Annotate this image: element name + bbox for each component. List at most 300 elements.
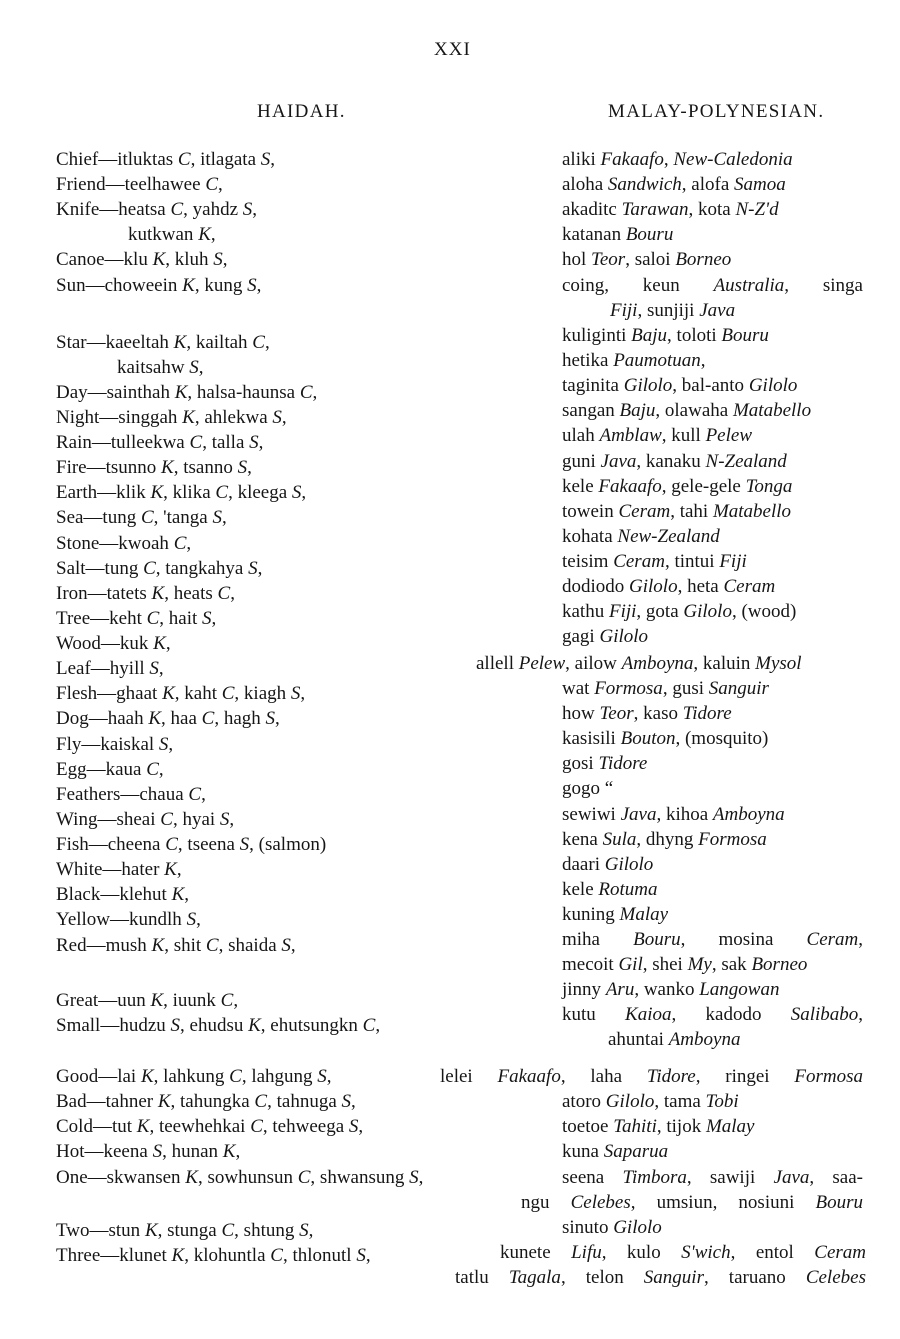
- entry-text: , hunan: [162, 1141, 223, 1162]
- entry-text: Rain—tulleekwa: [56, 432, 190, 453]
- place-name: Tagala: [508, 1267, 561, 1288]
- left-entry-line: [56, 1065, 332, 1089]
- source-abbrev: K: [222, 1141, 236, 1162]
- entry-text: ,: [229, 809, 235, 830]
- place-name: Fakaafo: [598, 476, 662, 497]
- entry-text: ,: [312, 382, 318, 403]
- entry-text: , iuunk: [163, 990, 221, 1011]
- left-entry-line: [56, 989, 238, 1013]
- place-name: Java: [699, 300, 736, 321]
- entry-text: Fire—tsunno: [56, 457, 162, 478]
- entry-text: , kanaku: [636, 451, 706, 472]
- entry-text: , entol: [730, 1242, 815, 1263]
- entry-text: ,: [256, 275, 262, 296]
- source-abbrev: K: [198, 224, 211, 245]
- entry-text: kutu: [562, 1004, 626, 1025]
- source-abbrev: C: [177, 149, 191, 170]
- source-abbrev: S: [290, 683, 301, 704]
- entry-text: , ahlekwa: [194, 407, 273, 428]
- entry-text: ,: [418, 1167, 424, 1188]
- right-entry-line: [562, 777, 613, 801]
- right-entry-line: [521, 1191, 863, 1215]
- left-entry-line: [56, 1166, 423, 1190]
- left-entry-line: [56, 506, 227, 530]
- right-entry-line: [562, 978, 779, 1002]
- entry-text: ,: [275, 708, 280, 729]
- entry-text: kuliginti: [562, 325, 632, 346]
- entry-text: Egg—kaua: [56, 759, 147, 780]
- left-entry-line: [56, 607, 216, 631]
- entry-text: , ehudsu: [180, 1015, 249, 1036]
- place-name: Lifu: [571, 1242, 602, 1263]
- entry-text: ahuntai: [608, 1029, 669, 1050]
- place-name: Ceram: [814, 1242, 867, 1263]
- source-abbrev: K: [171, 1245, 185, 1266]
- source-abbrev: S: [260, 149, 271, 170]
- entry-text: ,: [218, 174, 223, 195]
- entry-text: , gele-gele: [661, 476, 746, 497]
- left-entry-line: [56, 148, 275, 172]
- entry-text: kena: [562, 829, 603, 850]
- left-entry-line: [56, 1244, 371, 1268]
- place-name: Gilolo: [629, 576, 678, 597]
- source-abbrev: S: [341, 1091, 352, 1112]
- entry-text: Iron—tatets: [56, 583, 152, 604]
- right-entry-line: [562, 198, 779, 222]
- source-abbrev: K: [152, 249, 166, 270]
- entry-text: , kull: [661, 425, 706, 446]
- place-name: Mysol: [755, 653, 802, 674]
- entry-text: , 'tanga: [153, 507, 213, 528]
- entry-text: ,: [222, 249, 228, 270]
- right-entry-line: [562, 1003, 863, 1027]
- entry-text: , saloi: [625, 249, 676, 270]
- right-entry-line: [562, 878, 658, 902]
- place-name: Paumotuan: [613, 350, 701, 371]
- entry-text: ,: [211, 608, 217, 629]
- entry-text: , tahungka: [170, 1091, 255, 1112]
- left-entry-line: [117, 356, 204, 380]
- entry-text: Earth—klik: [56, 482, 151, 503]
- source-abbrev: K: [182, 275, 195, 296]
- place-name: New-Zealand: [617, 526, 720, 547]
- place-name: Java: [620, 804, 657, 825]
- right-entry-line: [562, 1166, 863, 1190]
- entry-text: sinuto: [562, 1217, 614, 1238]
- place-name: Fiji: [608, 601, 637, 622]
- place-name: Ceram: [618, 501, 671, 522]
- entry-text: ,: [301, 482, 307, 503]
- entry-text: , kailtah: [186, 332, 253, 353]
- right-entry-line: [562, 399, 811, 423]
- source-abbrev: K: [164, 859, 177, 880]
- source-abbrev: C: [297, 1167, 311, 1188]
- place-name: Fiji: [610, 300, 638, 321]
- place-name: Tahiti: [613, 1116, 657, 1137]
- left-entry-line: [56, 808, 234, 832]
- place-name: Baju: [619, 400, 656, 421]
- source-abbrev: C: [189, 432, 203, 453]
- entry-text: , tseena: [177, 834, 240, 855]
- entry-text: ,: [308, 1220, 314, 1241]
- entry-text: One—skwansen: [56, 1167, 186, 1188]
- entry-text: allell: [476, 653, 519, 674]
- place-name: Tobi: [705, 1091, 739, 1112]
- place-name: Formosa: [794, 1066, 864, 1087]
- right-entry-line: [562, 248, 731, 272]
- place-name: New-Caledonia: [673, 149, 793, 170]
- right-entry-line: [562, 424, 752, 448]
- right-entry-line: [562, 953, 807, 977]
- entry-text: aliki: [562, 149, 601, 170]
- place-name: Ceram: [723, 576, 776, 597]
- entry-text: Good—lai: [56, 1066, 141, 1087]
- source-abbrev: S: [189, 357, 199, 378]
- place-name: Formosa: [594, 678, 663, 699]
- entry-text: miha: [562, 929, 634, 950]
- place-name: Langowan: [699, 979, 780, 1000]
- entry-text: , hait: [159, 608, 203, 629]
- source-abbrev: C: [252, 332, 265, 353]
- source-abbrev: S: [299, 1220, 309, 1241]
- left-entry-line: [56, 783, 206, 807]
- entry-text: Bad—tahner: [56, 1091, 158, 1112]
- place-name: Gilolo: [613, 1217, 662, 1238]
- entry-text: ,: [270, 149, 276, 170]
- right-entry-line: [562, 274, 863, 298]
- left-entry-line: [56, 331, 270, 355]
- entry-text: kutkwan: [128, 224, 199, 245]
- entry-text: Friend—teelhawee: [56, 174, 206, 195]
- entry-text: aloha: [562, 174, 608, 195]
- source-abbrev: K: [136, 1116, 150, 1137]
- source-abbrev: S: [249, 432, 259, 453]
- entry-text: gosi: [562, 753, 599, 774]
- entry-text: kohata: [562, 526, 618, 547]
- place-name: Gilolo: [623, 375, 673, 396]
- entry-text: , klika: [163, 482, 216, 503]
- entry-text: Leaf—hyill: [56, 658, 150, 679]
- entry-text: Sun—choweein: [56, 275, 183, 296]
- source-abbrev: C: [220, 990, 234, 1011]
- entry-text: , heats: [164, 583, 218, 604]
- place-name: Malay: [619, 904, 669, 925]
- entry-text: ,: [168, 734, 174, 755]
- source-abbrev: S: [317, 1066, 327, 1087]
- right-entry-line: [562, 752, 647, 776]
- place-name: Tidore: [682, 703, 732, 724]
- source-abbrev: C: [173, 533, 187, 554]
- place-name: Tidore: [646, 1066, 696, 1087]
- left-entry-line: [56, 431, 263, 455]
- source-abbrev: S: [149, 658, 159, 679]
- source-abbrev: C: [250, 1116, 263, 1137]
- place-name: Gilolo: [605, 1091, 655, 1112]
- right-entry-line: [562, 1216, 662, 1240]
- source-abbrev: C: [221, 1220, 235, 1241]
- place-name: Amboyna: [621, 653, 694, 674]
- right-entry-line: [562, 600, 796, 624]
- entry-text: Salt—tung: [56, 558, 144, 579]
- place-name: Sanguir: [643, 1267, 704, 1288]
- entry-text: ,: [235, 1141, 241, 1162]
- left-entry-line: [56, 406, 287, 430]
- entry-text: Yellow—kundlh: [56, 909, 187, 930]
- entry-text: , tehweega: [262, 1116, 349, 1137]
- place-name: Java: [600, 451, 637, 472]
- left-entry-line: [56, 557, 262, 581]
- entry-text: Black—klehut: [56, 884, 172, 905]
- right-entry-line: [562, 853, 653, 877]
- source-abbrev: C: [140, 507, 154, 528]
- place-name: Celebes: [570, 1192, 631, 1213]
- place-name: Samoa: [734, 174, 786, 195]
- entry-text: ,: [201, 784, 206, 805]
- place-name: Fiji: [719, 551, 747, 572]
- entry-text: , toloti: [667, 325, 722, 346]
- source-abbrev: K: [248, 1015, 261, 1036]
- entry-text: taginita: [562, 375, 624, 396]
- entry-text: , ringei: [695, 1066, 795, 1087]
- source-abbrev: S: [348, 1116, 359, 1137]
- place-name: S'wich: [681, 1242, 731, 1263]
- entry-text: kunete: [500, 1242, 572, 1263]
- entry-text: wat: [562, 678, 595, 699]
- left-entry-line: [56, 274, 261, 298]
- source-abbrev: S: [247, 275, 257, 296]
- source-abbrev: C: [205, 174, 218, 195]
- place-name: Fakaafo: [600, 149, 664, 170]
- place-name: Malay: [705, 1116, 755, 1137]
- entry-text: , kaso: [633, 703, 683, 724]
- place-name: Tarawan: [621, 199, 689, 220]
- entry-text: Feathers—chaua: [56, 784, 189, 805]
- left-entry-line: [56, 456, 252, 480]
- right-entry-line: [562, 223, 673, 247]
- entry-text: , hagh: [214, 708, 266, 729]
- entry-text: , tintui: [664, 551, 720, 572]
- source-abbrev: S: [291, 482, 302, 503]
- source-abbrev: C: [215, 482, 229, 503]
- entry-text: kaitsahw: [117, 357, 190, 378]
- entry-text: , alofa: [681, 174, 735, 195]
- entry-text: Stone—kwoah: [56, 533, 174, 554]
- entry-text: kuning: [562, 904, 620, 925]
- source-abbrev: S: [202, 608, 212, 629]
- source-abbrev: C: [205, 935, 219, 956]
- right-entry-line: [562, 575, 775, 599]
- entry-text: , kaht: [174, 683, 222, 704]
- left-entry-line: [56, 707, 280, 731]
- source-abbrev: C: [217, 583, 231, 604]
- entry-text: , laha: [560, 1066, 647, 1087]
- place-name: Australia: [713, 275, 785, 296]
- entry-text: White—hater: [56, 859, 165, 880]
- source-abbrev: K: [182, 407, 195, 428]
- place-name: Sanguir: [708, 678, 769, 699]
- source-abbrev: K: [150, 482, 164, 503]
- right-entry-line: [562, 500, 791, 524]
- left-entry-line: [56, 1140, 240, 1164]
- entry-text: , tahi: [670, 501, 713, 522]
- place-name: Kaioa: [625, 1004, 672, 1025]
- place-name: Amblaw: [599, 425, 662, 446]
- entry-text: coing, keun: [562, 275, 714, 296]
- entry-text: , umsiun, nosiuni: [630, 1192, 816, 1213]
- source-abbrev: C: [299, 382, 313, 403]
- right-entry-line: [562, 550, 747, 574]
- place-name: Sula: [602, 829, 637, 850]
- entry-text: ,: [365, 1245, 371, 1266]
- entry-text: Canoe—klu: [56, 249, 153, 270]
- right-entry-line: [562, 324, 769, 348]
- entry-text: , sunjiji: [637, 300, 700, 321]
- right-entry-line: [562, 1115, 755, 1139]
- place-name: Bouton: [620, 728, 676, 749]
- place-name: Teor: [591, 249, 626, 270]
- entry-text: Fish—cheena: [56, 834, 166, 855]
- place-name: Teor: [599, 703, 634, 724]
- entry-text: , shtung: [234, 1220, 300, 1241]
- source-abbrev: C: [201, 708, 215, 729]
- entry-text: ,: [351, 1091, 356, 1112]
- entry-text: ngu: [521, 1192, 571, 1213]
- left-entry-line: [56, 1115, 363, 1139]
- entry-text: guni: [562, 451, 601, 472]
- left-entry-line: [56, 532, 191, 556]
- entry-text: sewiwi: [562, 804, 621, 825]
- left-entry-line: [56, 908, 201, 932]
- entry-text: , sowhunsun: [197, 1167, 298, 1188]
- source-abbrev: C: [229, 1066, 242, 1087]
- place-name: Matabello: [732, 400, 812, 421]
- left-entry-line: [56, 758, 164, 782]
- entry-text: , mosina: [680, 929, 807, 950]
- right-entry-line: [562, 828, 767, 852]
- entry-text: Fly—kaiskal: [56, 734, 159, 755]
- entry-text: , taruano: [703, 1267, 806, 1288]
- entry-text: , tahnuga: [267, 1091, 342, 1112]
- left-entry-line: [56, 632, 171, 656]
- entry-text: hetika: [562, 350, 614, 371]
- left-entry-line: [56, 934, 296, 958]
- source-abbrev: C: [221, 683, 235, 704]
- source-abbrev: K: [151, 935, 165, 956]
- entry-text: ,: [858, 929, 863, 950]
- entry-text: , halsa-haunsa: [187, 382, 300, 403]
- entry-text: , tama: [654, 1091, 706, 1112]
- entry-text: Wood—kuk: [56, 633, 154, 654]
- entry-text: , tsanno: [173, 457, 238, 478]
- place-name: Gilolo: [599, 626, 649, 647]
- entry-text: , klohuntla: [184, 1245, 271, 1266]
- entry-text: Two—stun: [56, 1220, 145, 1241]
- source-abbrev: S: [186, 909, 197, 930]
- entry-text: seena: [562, 1167, 623, 1188]
- entry-text: ,: [196, 909, 201, 930]
- source-abbrev: S: [152, 1141, 163, 1162]
- left-entry-line: [56, 883, 189, 907]
- entry-text: , kota: [688, 199, 736, 220]
- entry-text: ,: [247, 457, 252, 478]
- source-abbrev: S: [170, 1015, 181, 1036]
- source-abbrev: C: [254, 1091, 268, 1112]
- entry-text: ,: [198, 357, 204, 378]
- entry-text: Red—mush: [56, 935, 152, 956]
- entry-text: kele: [562, 879, 599, 900]
- place-name: My: [687, 954, 712, 975]
- entry-text: ,: [252, 199, 258, 220]
- entry-text: , singa: [784, 275, 863, 296]
- entry-text: lelei: [440, 1066, 498, 1087]
- entry-text: ,: [258, 432, 264, 453]
- right-entry-line: [562, 1140, 668, 1164]
- entry-text: , itlagata: [190, 149, 261, 170]
- source-abbrev: S: [272, 407, 282, 428]
- place-name: Timbora: [622, 1167, 687, 1188]
- source-abbrev: C: [270, 1245, 283, 1266]
- entry-text: , ailow: [565, 653, 622, 674]
- source-abbrev: S: [248, 558, 258, 579]
- entry-text: ,: [233, 990, 239, 1011]
- source-abbrev: C: [170, 199, 184, 220]
- place-name: Formosa: [698, 829, 767, 850]
- entry-text: ,: [158, 658, 164, 679]
- entry-text: , shaida: [218, 935, 282, 956]
- right-entry-line: [610, 299, 735, 323]
- source-abbrev: K: [153, 633, 166, 654]
- heading-malay-polynesian-text: MALAY-POLYNESIAN.: [608, 101, 825, 122]
- place-name: Sandwich: [607, 174, 682, 195]
- entry-text: ,: [210, 224, 216, 245]
- source-abbrev: S: [219, 809, 230, 830]
- entry-text: Hot—keena: [56, 1141, 153, 1162]
- right-entry-line: [562, 903, 668, 927]
- right-entry-line: [562, 349, 706, 373]
- source-abbrev: C: [146, 608, 160, 629]
- entry-text: Tree—keht: [56, 608, 147, 629]
- place-name: Pelew: [518, 653, 566, 674]
- entry-text: , (mosquito): [675, 728, 769, 749]
- source-abbrev: K: [144, 1220, 158, 1241]
- place-name: Amboyna: [668, 1029, 741, 1050]
- left-entry-line: [56, 381, 317, 405]
- entry-text: , saa-: [809, 1167, 863, 1188]
- entry-text: ,: [230, 583, 235, 604]
- source-abbrev: S: [242, 199, 253, 220]
- entry-text: Small—hudzu: [56, 1015, 171, 1036]
- entry-text: sangan: [562, 400, 620, 421]
- entry-text: ,: [700, 350, 706, 371]
- source-abbrev: K: [140, 1066, 154, 1087]
- entry-text: , bal-anto: [672, 375, 749, 396]
- entry-text: , sak: [711, 954, 752, 975]
- source-abbrev: K: [161, 457, 174, 478]
- place-name: Bouru: [815, 1192, 863, 1213]
- place-name: Saparua: [603, 1141, 669, 1162]
- source-abbrev: C: [165, 834, 178, 855]
- source-abbrev: K: [148, 708, 162, 729]
- entry-text: ,: [858, 1004, 864, 1025]
- right-entry-line: [562, 475, 792, 499]
- entry-text: , kung: [194, 275, 248, 296]
- place-name: Tonga: [745, 476, 793, 497]
- entry-text: , kleega: [228, 482, 292, 503]
- place-name: Ceram: [806, 929, 859, 950]
- entry-text: , kiagh: [234, 683, 291, 704]
- entry-text: , sawiji: [686, 1167, 774, 1188]
- right-entry-line: [608, 1028, 740, 1052]
